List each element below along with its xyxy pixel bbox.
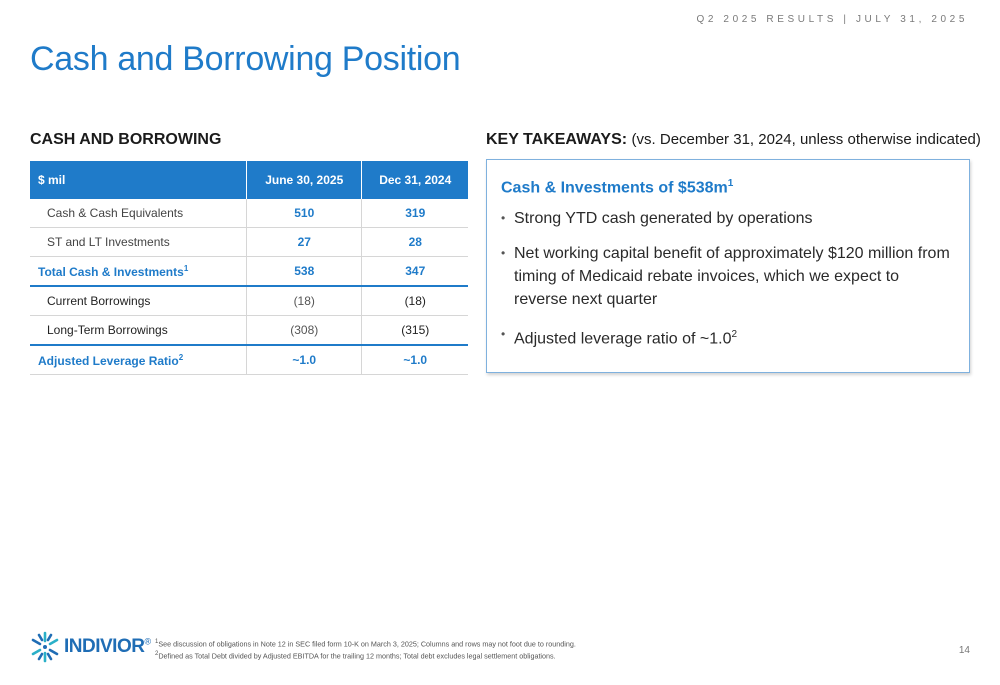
column-header-metric: $ mil <box>30 161 247 199</box>
logo-wordmark: INDIVIOR® <box>64 636 151 657</box>
footnote-ref: 1 <box>727 178 734 189</box>
list-item: • Strong YTD cash generated by operations <box>501 207 955 230</box>
table-row <box>30 257 468 287</box>
report-tag: Q2 2025 RESULTS | JULY 31, 2025 <box>696 14 968 25</box>
list-item: • Adjusted leverage ratio of $\sim 1.0^2$ <box>501 323 955 350</box>
table-row <box>30 345 468 375</box>
cell-june-2025: 510 <box>247 199 362 228</box>
page-number: 14 <box>958 645 970 656</box>
footnote-item: $^2$Defined as Total Debt divided by Adjusted EBITDA for the trailing 12 months; Total debt excludes legal settlement obligations. <box>155 651 556 661</box>
list-item: • Net working capital benefit of approximately $120 million from timing of Medicaid rebate invoices, which we expect to reverse next quarter <box>501 242 955 311</box>
table-row <box>30 316 468 346</box>
indivior-snowflake-icon <box>30 631 60 663</box>
table-row <box>30 286 468 316</box>
footnote-ref: 1 <box>183 263 189 273</box>
column-header-dec-2024: Dec 31, 2024 <box>362 161 468 199</box>
footnotes <box>155 637 576 662</box>
row-label: Cash & Cash Equivalents <box>30 199 247 228</box>
footnote-item: $^1$See discussion of obligations in Note 12 in SEC filed form 10-K on March 3, 2025; Columns and rows may not foot due to rounding. <box>155 639 576 649</box>
table-row <box>30 199 468 228</box>
row-label: Current Borrowings <box>30 286 247 316</box>
column-header-june-2025: June 30, 2025 <box>247 161 362 199</box>
page-title: Cash and Borrowing Position <box>30 40 461 78</box>
row-label: Long-Term Borrowings <box>30 316 247 346</box>
cell-june-2025: ~1.0 <box>247 345 362 375</box>
cash-borrowing-table <box>30 161 468 375</box>
cell-dec-2024: 319 <box>362 199 468 228</box>
cell-june-2025: 27 <box>247 228 362 257</box>
footnote-ref: 2 <box>178 352 184 362</box>
footnote-ref: 2 <box>731 329 738 341</box>
key-takeaways-heading: KEY TAKEAWAYS: (vs. December 31, 2024, unless otherwise indicated) <box>486 131 981 148</box>
table-row <box>30 228 468 257</box>
cell-june-2025: (18) <box>247 286 362 316</box>
row-label: Total Cash & Investments$^1$ <box>30 257 247 287</box>
cell-dec-2024: (18) <box>362 286 468 316</box>
key-takeaways-subheading: (vs. December 31, 2024, unless otherwise indicated) <box>631 131 981 148</box>
cell-dec-2024: ~1.0 <box>362 345 468 375</box>
takeaway-title: Cash & Investments of $\$538m^1$ <box>501 178 734 197</box>
key-takeaways-box <box>486 159 970 373</box>
cell-june-2025: 538 <box>247 257 362 287</box>
cell-dec-2024: (315) <box>362 316 468 346</box>
cell-june-2025: (308) <box>247 316 362 346</box>
cash-borrowing-heading: CASH AND BORROWING <box>30 131 222 148</box>
cell-dec-2024: 347 <box>362 257 468 287</box>
row-label: ST and LT Investments <box>30 228 247 257</box>
indivior-logo <box>30 631 151 663</box>
cell-dec-2024: 28 <box>362 228 468 257</box>
row-label: Adjusted Leverage Ratio$^2$ <box>30 345 247 375</box>
takeaway-list <box>501 207 955 350</box>
